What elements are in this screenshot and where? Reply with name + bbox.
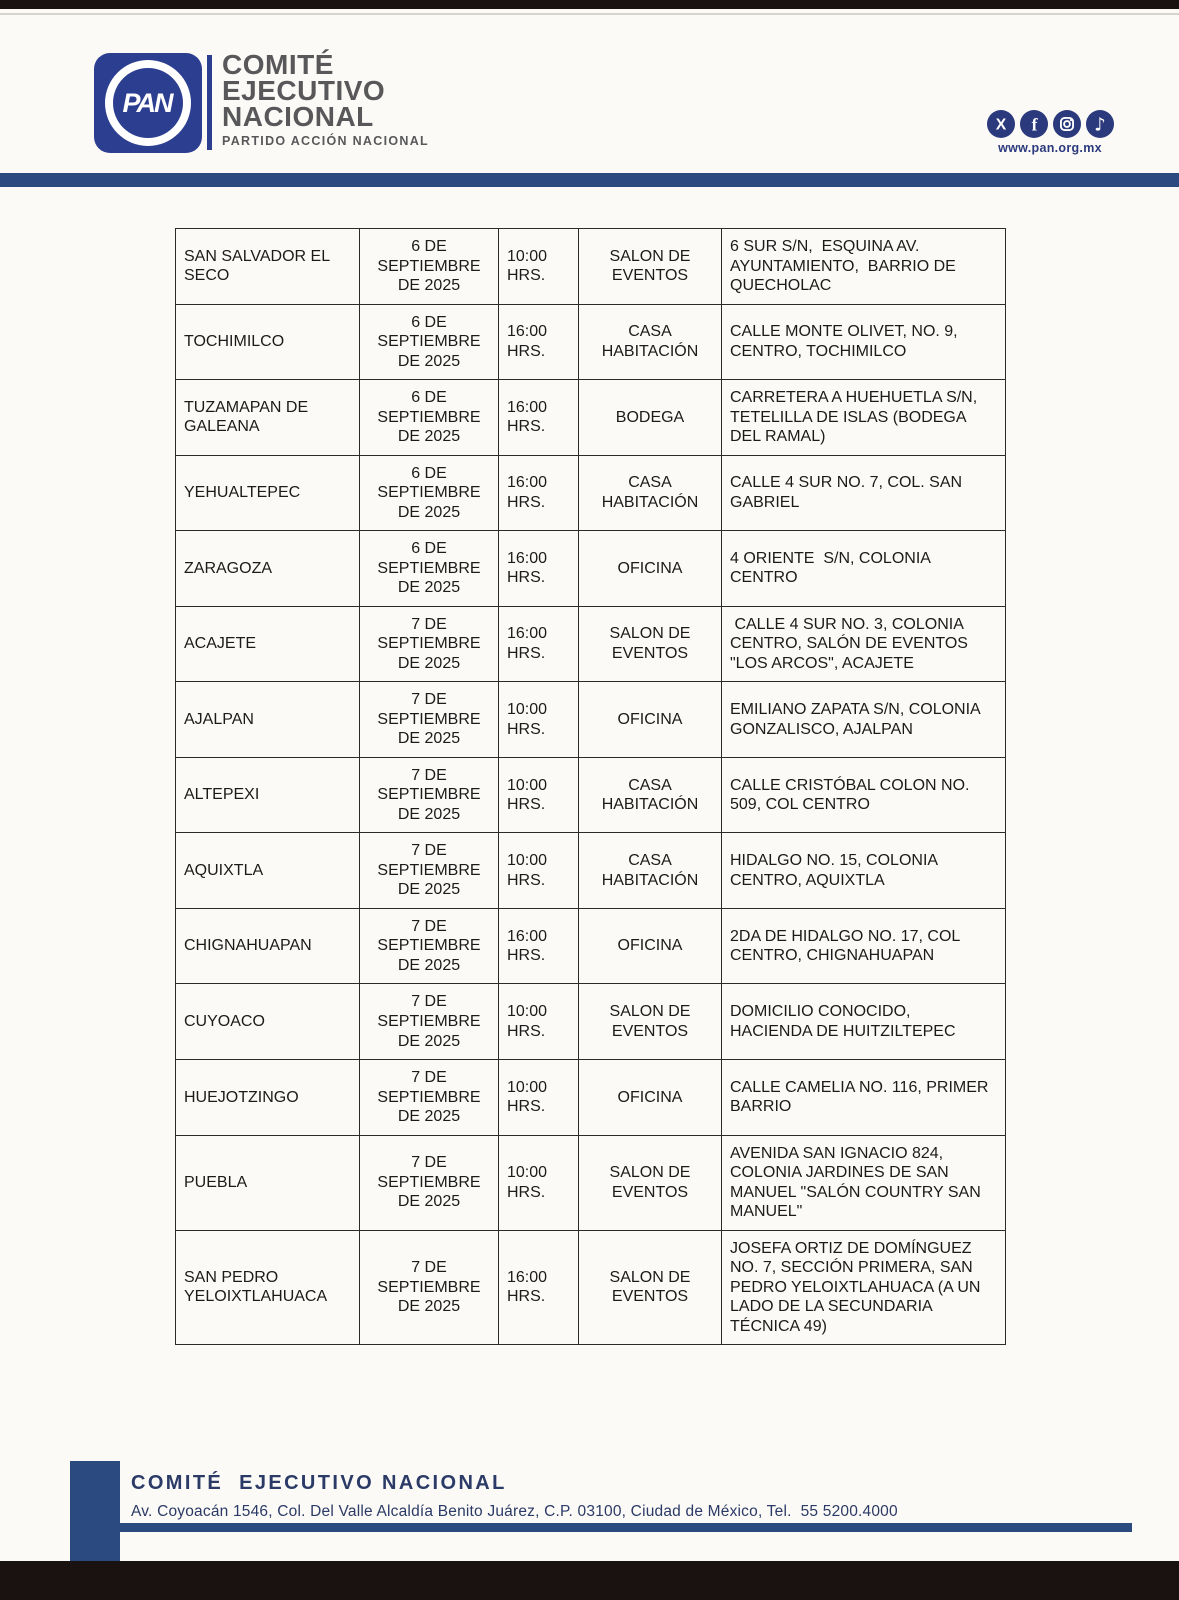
social-icons-row <box>984 110 1116 138</box>
cell-address: JOSEFA ORTIZ DE DOMÍNGUEZ NO. 7, SECCIÓN PRIMERA, SAN PEDRO YELOIXTLAHUACA (A UN LADO DE LA SECUNDARIA TÉCNICA 49) <box>722 1230 1006 1345</box>
cell-venue: OFICINA <box>579 682 722 758</box>
website-url: www.pan.org.mx <box>998 141 1102 155</box>
cell-date: 7 DE SEPTIEMBRE DE 2025 <box>360 1060 499 1136</box>
cell-location: ZARAGOZA <box>176 531 360 607</box>
pan-logo-ring <box>105 60 191 146</box>
cell-location: SAN SALVADOR EL SECO <box>176 229 360 305</box>
cell-location: CUYOACO <box>176 984 360 1060</box>
org-name-block <box>222 49 429 148</box>
events-table-wrap <box>175 228 1006 1345</box>
table-row <box>176 833 1006 909</box>
cell-location: AJALPAN <box>176 682 360 758</box>
cell-time: 16:00 HRS. <box>499 455 579 531</box>
cell-time: 10:00 HRS. <box>499 1135 579 1230</box>
cell-venue: SALON DE EVENTOS <box>579 1230 722 1345</box>
cell-address: CARRETERA A HUEHUETLA S/N, TETELILLA DE ISLAS (BODEGA DEL RAMAL) <box>722 380 1006 456</box>
cell-date: 7 DE SEPTIEMBRE DE 2025 <box>360 1135 499 1230</box>
table-row <box>176 455 1006 531</box>
cell-date: 6 DE SEPTIEMBRE DE 2025 <box>360 531 499 607</box>
cell-location: CHIGNAHUAPAN <box>176 908 360 984</box>
cell-address: 2DA DE HIDALGO NO. 17, COL CENTRO, CHIGNAHUAPAN <box>722 908 1006 984</box>
cell-address: CALLE CRISTÓBAL COLON NO. 509, COL CENTRO <box>722 757 1006 833</box>
table-row <box>176 531 1006 607</box>
cell-time: 16:00 HRS. <box>499 304 579 380</box>
table-row <box>176 1060 1006 1136</box>
org-name-line-1: COMITÉ <box>222 49 334 80</box>
cell-location: AQUIXTLA <box>176 833 360 909</box>
cell-date: 7 DE SEPTIEMBRE DE 2025 <box>360 606 499 682</box>
svg-text:♪: ♪ <box>1093 114 1106 136</box>
cell-time: 16:00 HRS. <box>499 380 579 456</box>
cell-time: 16:00 HRS. <box>499 908 579 984</box>
header-separator-bar <box>207 55 212 150</box>
cell-date: 7 DE SEPTIEMBRE DE 2025 <box>360 984 499 1060</box>
cell-time: 16:00 HRS. <box>499 1230 579 1345</box>
table-row <box>176 908 1006 984</box>
cell-date: 6 DE SEPTIEMBRE DE 2025 <box>360 304 499 380</box>
cell-date: 7 DE SEPTIEMBRE DE 2025 <box>360 908 499 984</box>
table-row <box>176 229 1006 305</box>
cell-venue: OFICINA <box>579 1060 722 1136</box>
pan-logo-circle <box>113 68 183 138</box>
tiktok-icon <box>1086 110 1114 138</box>
cell-venue: CASA HABITACIÓN <box>579 833 722 909</box>
facebook-icon <box>1020 110 1048 138</box>
cell-venue: SALON DE EVENTOS <box>579 984 722 1060</box>
table-row <box>176 757 1006 833</box>
cell-time: 16:00 HRS. <box>499 531 579 607</box>
cell-time: 10:00 HRS. <box>499 984 579 1060</box>
table-row <box>176 682 1006 758</box>
cell-address: CALLE CAMELIA NO. 116, PRIMER BARRIO <box>722 1060 1006 1136</box>
bottom-dark-strip <box>0 1561 1179 1600</box>
cell-time: 10:00 HRS. <box>499 833 579 909</box>
cell-address: AVENIDA SAN IGNACIO 824, COLONIA JARDINES DE SAN MANUEL "SALÓN COUNTRY SAN MANUEL" <box>722 1135 1006 1230</box>
cell-address: EMILIANO ZAPATA S/N, COLONIA GONZALISCO, AJALPAN <box>722 682 1006 758</box>
top-divider-line <box>0 13 1179 15</box>
table-row <box>176 606 1006 682</box>
svg-text:f: f <box>1031 114 1037 135</box>
events-table-body <box>176 229 1006 1345</box>
cell-location: TOCHIMILCO <box>176 304 360 380</box>
footer-org-title: COMITÉ EJECUTIVO NACIONAL <box>131 1472 507 1494</box>
table-row <box>176 1230 1006 1345</box>
cell-location: PUEBLA <box>176 1135 360 1230</box>
cell-date: 6 DE SEPTIEMBRE DE 2025 <box>360 380 499 456</box>
cell-date: 7 DE SEPTIEMBRE DE 2025 <box>360 1230 499 1345</box>
events-table <box>175 228 1006 1345</box>
org-name-line-2: EJECUTIVO <box>222 75 386 106</box>
cell-venue: BODEGA <box>579 380 722 456</box>
cell-venue: SALON DE EVENTOS <box>579 1135 722 1230</box>
cell-location: ACAJETE <box>176 606 360 682</box>
table-row <box>176 1135 1006 1230</box>
cell-venue: CASA HABITACIÓN <box>579 757 722 833</box>
footer-accent-bar <box>70 1461 120 1561</box>
table-row <box>176 984 1006 1060</box>
cell-address: DOMICILIO CONOCIDO, HACIENDA DE HUITZILTEPEC <box>722 984 1006 1060</box>
cell-venue: SALON DE EVENTOS <box>579 606 722 682</box>
cell-date: 7 DE SEPTIEMBRE DE 2025 <box>360 682 499 758</box>
pan-logo <box>94 53 202 153</box>
cell-time: 10:00 HRS. <box>499 757 579 833</box>
cell-date: 6 DE SEPTIEMBRE DE 2025 <box>360 455 499 531</box>
cell-address: HIDALGO NO. 15, COLONIA CENTRO, AQUIXTLA <box>722 833 1006 909</box>
header-navy-band <box>0 173 1179 187</box>
cell-venue: CASA HABITACIÓN <box>579 304 722 380</box>
cell-venue: OFICINA <box>579 531 722 607</box>
footer-address: Av. Coyoacán 1546, Col. Del Valle Alcaldía Benito Juárez, C.P. 03100, Ciudad de México, Tel. 55 5200.4000 <box>131 1503 898 1520</box>
cell-address: CALLE MONTE OLIVET, NO. 9, CENTRO, TOCHIMILCO <box>722 304 1006 380</box>
cell-venue: SALON DE EVENTOS <box>579 229 722 305</box>
cell-venue: CASA HABITACIÓN <box>579 455 722 531</box>
cell-location: ALTEPEXI <box>176 757 360 833</box>
cell-address: 4 ORIENTE S/N, COLONIA CENTRO <box>722 531 1006 607</box>
cell-location: HUEJOTZINGO <box>176 1060 360 1136</box>
cell-address: 6 SUR S/N, ESQUINA AV. AYUNTAMIENTO, BARRIO DE QUECHOLAC <box>722 229 1006 305</box>
cell-date: 7 DE SEPTIEMBRE DE 2025 <box>360 833 499 909</box>
cell-time: 16:00 HRS. <box>499 606 579 682</box>
cell-location: YEHUALTEPEC <box>176 455 360 531</box>
table-row <box>176 380 1006 456</box>
cell-time: 10:00 HRS. <box>499 682 579 758</box>
pan-logo-text: PAN <box>122 87 172 118</box>
cell-time: 10:00 HRS. <box>499 229 579 305</box>
cell-location: SAN PEDRO YELOIXTLAHUACA <box>176 1230 360 1345</box>
svg-text:X: X <box>995 116 1006 134</box>
cell-time: 10:00 HRS. <box>499 1060 579 1136</box>
x-icon <box>987 110 1015 138</box>
org-subtitle: PARTIDO ACCIÓN NACIONAL <box>222 134 429 148</box>
instagram-icon <box>1053 110 1081 138</box>
table-row <box>176 304 1006 380</box>
cell-venue: OFICINA <box>579 908 722 984</box>
social-block <box>984 110 1116 155</box>
footer-navy-band <box>120 1523 1132 1532</box>
cell-date: 7 DE SEPTIEMBRE DE 2025 <box>360 757 499 833</box>
cell-date: 6 DE SEPTIEMBRE DE 2025 <box>360 229 499 305</box>
cell-address: CALLE 4 SUR NO. 3, COLONIA CENTRO, SALÓN DE EVENTOS "LOS ARCOS", ACAJETE <box>722 606 1006 682</box>
cell-location: TUZAMAPAN DE GALEANA <box>176 380 360 456</box>
top-dark-strip <box>0 0 1179 9</box>
cell-address: CALLE 4 SUR NO. 7, COL. SAN GABRIEL <box>722 455 1006 531</box>
org-name-line-3: NACIONAL <box>222 101 374 132</box>
